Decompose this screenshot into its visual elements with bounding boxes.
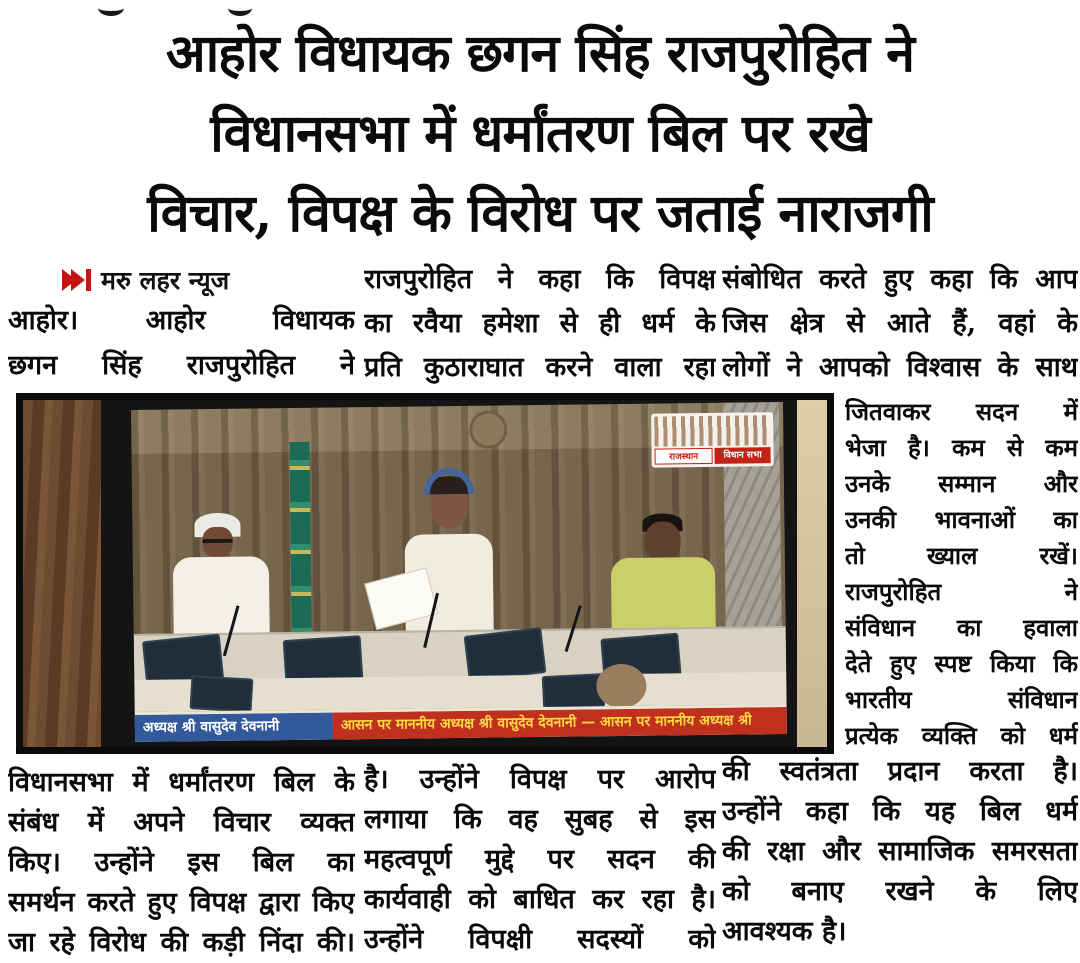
column3-top-paragraph (722, 258, 1078, 390)
column3-bottom-paragraph (722, 752, 1078, 952)
logo-label-region: राजस्थान (655, 448, 713, 465)
garland-strip (289, 442, 312, 654)
ticker-segment-blue: अध्यक्ष श्री वासुदेव देवनानी (135, 713, 333, 742)
text-line: समर्थन करते हुए विपक्ष द्वारा किए (8, 887, 355, 918)
ticker-segment-red: आसन पर माननीय अध्यक्ष श्री वासुदेव देवनानी — आसन पर माननीय अध्यक्ष श्री (333, 707, 787, 740)
logo-building-image (654, 415, 770, 446)
text-line: प्रत्येक व्यक्ति को धर्म (845, 721, 1078, 750)
wood-frame (23, 400, 101, 747)
text-line: आहोर। आहोर विधायक (8, 305, 355, 336)
text-line: भारतीय संविधान (845, 685, 1078, 714)
article-headline (0, 14, 1080, 254)
column2-top-paragraph (364, 258, 716, 390)
news-agency-name: मरु लहर न्यूज (101, 266, 230, 295)
text-line: आवश्यक है। (722, 916, 847, 947)
wall-clock-emblem (469, 410, 507, 448)
text-line: जिस क्षेत्र से आते हैं, वहां के (722, 308, 1078, 339)
text-line: की रक्षा और सामाजिक समरसता (722, 836, 1078, 867)
column1-top-paragraph (8, 298, 355, 388)
fast-forward-icon (62, 269, 91, 291)
byline (62, 262, 362, 298)
text-line: विचार, विपक्ष के विरोध पर जताई नाराजगी (147, 183, 933, 244)
text-line: जितवाकर सदन में (845, 397, 1078, 426)
text-line: संबंध में अपने विचार व्यक्त (8, 807, 355, 838)
column1-bottom-paragraph (8, 763, 355, 963)
text-line: किए। उन्होंने इस बिल का (8, 847, 355, 878)
text-line: विधानसभा में धर्मांतरण बिल के (8, 767, 355, 798)
text-line: देते हुए स्पष्ट किया कि (845, 649, 1078, 678)
member-left-glasses (203, 539, 233, 543)
text-line: राजपुरोहित ने (845, 577, 1078, 606)
desk-monitor (190, 675, 254, 713)
assembly-screen (131, 402, 787, 742)
text-line: महत्वपूर्ण मुद्दे पर सदन की (364, 844, 716, 875)
text-line: भेजा है। कम से कम (845, 433, 1078, 462)
assembly-photo (16, 393, 834, 754)
text-line: विधानसभा में धर्मांतरण बिल पर रखे (210, 103, 870, 164)
text-line: छगन सिंह राजपुरोहित ने (8, 350, 355, 381)
text-line: का रवैया हमेशा से ही धर्म के (364, 308, 716, 339)
column2-bottom-paragraph (364, 760, 716, 960)
wall-background (797, 400, 827, 747)
column3-side-paragraph (845, 394, 1078, 754)
desk-monitor (464, 627, 547, 682)
logo-label-house: विधान सभा (715, 447, 771, 464)
text-line: उन्होंने विपक्षी सदस्यों को (364, 924, 716, 955)
text-line: आहोर विधायक छगन सिंह राजपुरोहित ने (166, 23, 914, 84)
text-line: की स्वतंत्रता प्रदान करता है। (722, 756, 1078, 787)
text-line: प्रति कुठाराघात करने वाला रहा (364, 352, 716, 383)
member-left-torso (173, 556, 270, 637)
text-line: संबोधित करते हुए कहा कि आप (722, 264, 1078, 295)
text-line: को बनाए रखने के लिए (722, 876, 1078, 907)
mla-headphones (424, 468, 474, 495)
text-line: उनके सम्मान और (845, 469, 1078, 498)
assembly-logo (651, 412, 774, 467)
text-line: लोगों ने आपको विश्वास के साथ (722, 352, 1078, 383)
text-line: है। उन्होंने विपक्ष पर आरोप (364, 764, 716, 795)
text-line: जा रहे विरोध की कड़ी निंदा की। (8, 927, 355, 958)
text-line: उनकी भावनाओं का (845, 505, 1078, 534)
member-right-face (644, 521, 680, 561)
text-line: लगाया कि वह सुबह से इस (364, 804, 716, 835)
text-line: तो ख्याल रखें। (845, 541, 1078, 570)
text-line: संविधान का हवाला (845, 613, 1078, 642)
text-line: कार्यवाही को बाधित कर रहा है। (364, 884, 716, 915)
text-line: राजपुरोहित ने कहा कि विपक्ष (364, 264, 716, 295)
text-line: उन्होंने कहा कि यह बिल धर्म (722, 796, 1078, 827)
desk-monitor (542, 673, 606, 710)
